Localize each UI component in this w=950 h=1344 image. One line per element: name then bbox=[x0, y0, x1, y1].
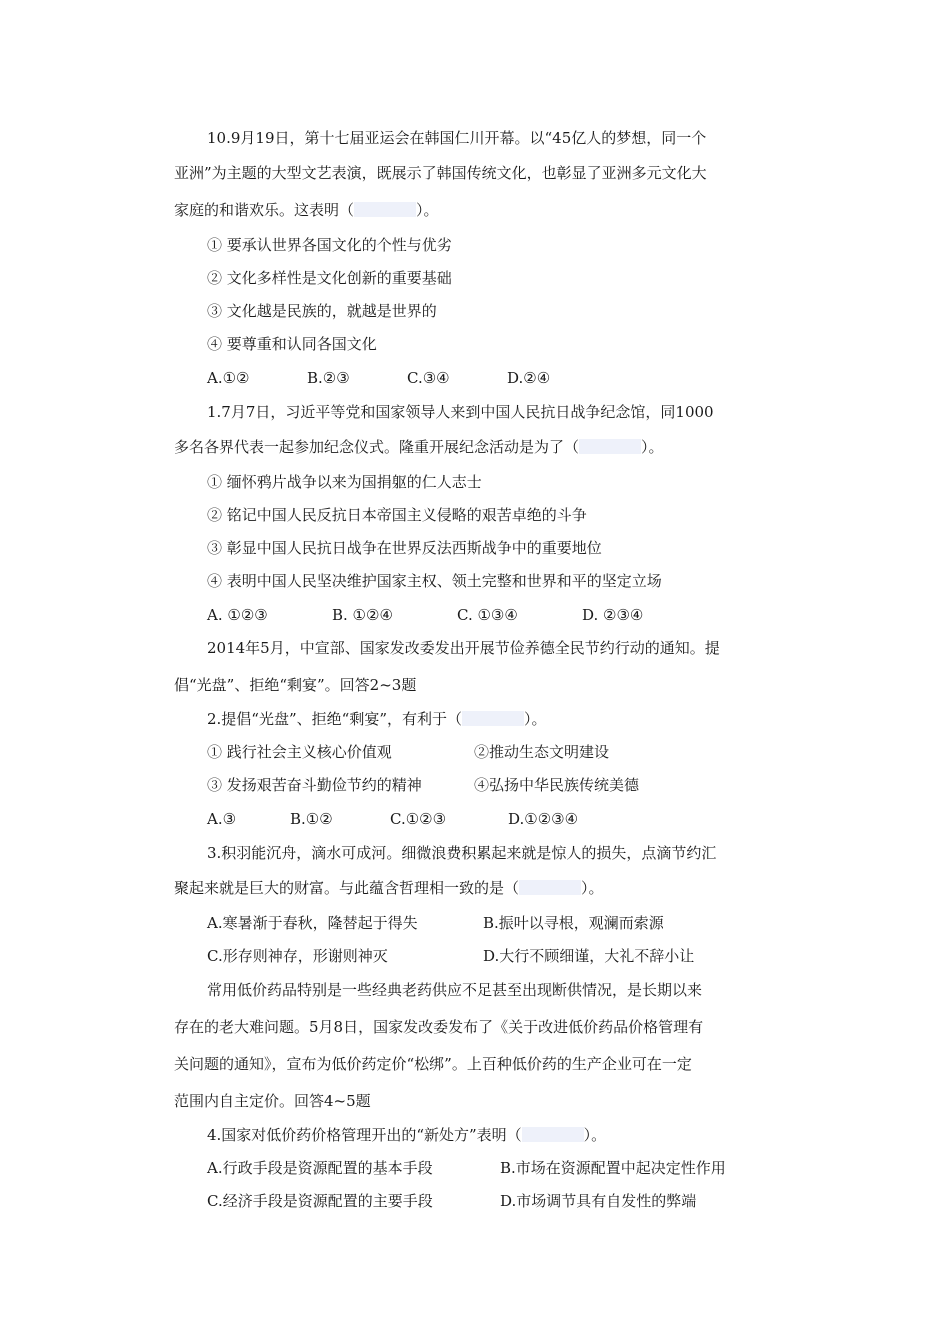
material-2-3-line-2: 倡“光盘”、拒绝“剩宴”。回答2~3题 bbox=[174, 676, 417, 694]
choice-a: A.③ bbox=[207, 810, 237, 828]
q10-statement-2: ② 文化多样性是文化创新的重要基础 bbox=[207, 269, 452, 287]
q4-choices-row-2 bbox=[207, 1191, 696, 1211]
q1-statement-4: ④ 表明中国人民坚决维护国家主权、领土完整和世界和平的坚定立场 bbox=[207, 572, 662, 590]
q10-statement-3: ③ 文化越是民族的，就越是世界的 bbox=[207, 302, 437, 320]
choice-b: B.市场在资源配置中起决定性作用 bbox=[500, 1159, 726, 1177]
answer-blank bbox=[462, 711, 524, 726]
q1-stem-line-2 bbox=[174, 437, 664, 457]
choice-d: D.②④ bbox=[507, 369, 551, 387]
choice-b: B.振叶以寻根，观澜而索源 bbox=[483, 914, 664, 932]
material-4-5-line-2: 存在的老大难问题。5月8日，国家发改委发布了《关于改进低价药品价格管理有 bbox=[174, 1018, 704, 1036]
choice-b: B.②③ bbox=[307, 369, 350, 387]
q10-stem-text: 家庭的和谐欢乐。这表明（ bbox=[174, 201, 355, 219]
choice-a: A.行政手段是资源配置的基本手段 bbox=[207, 1159, 433, 1177]
q4-stem-text: 4.国家对低价药价格管理开出的“新处方”表明（ bbox=[207, 1126, 522, 1144]
q2-statements-row-1 bbox=[207, 742, 609, 762]
q2-stem-text: 2.提倡“光盘”、拒绝“剩宴”，有利于（ bbox=[207, 710, 462, 728]
choice-b: B. ①②④ bbox=[332, 606, 393, 624]
q1-stem-text: 多名各界代表一起参加纪念仪式。隆重开展纪念活动是为了（ bbox=[174, 438, 580, 456]
q10-stem-end: ）。 bbox=[416, 201, 439, 219]
material-4-5-line-4: 范围内自主定价。回答4~5题 bbox=[174, 1092, 371, 1110]
q10-statement-4: ④ 要尊重和认同各国文化 bbox=[207, 335, 377, 353]
q4-choices-row-1 bbox=[207, 1158, 726, 1178]
answer-blank bbox=[579, 439, 641, 454]
q2-choices bbox=[207, 809, 578, 829]
q2-stem-end: ）。 bbox=[524, 710, 547, 728]
choice-a: A. ①②③ bbox=[207, 606, 268, 624]
q3-stem-line-1: 3.积羽能沉舟，滴水可成河。细微浪费积累起来就是惊人的损失，点滴节约汇 bbox=[207, 844, 717, 862]
choice-c: C.经济手段是资源配置的主要手段 bbox=[207, 1192, 433, 1210]
choice-c: C.③④ bbox=[407, 369, 450, 387]
q1-statement-3: ③ 彰显中国人民抗日战争在世界反法西斯战争中的重要地位 bbox=[207, 539, 602, 557]
q2-statement-1: ① 践行社会主义核心价值观 bbox=[207, 743, 392, 761]
choice-c: C.形存则神存，形谢则神灭 bbox=[207, 947, 388, 965]
q3-choices-row-1 bbox=[207, 913, 664, 933]
answer-blank bbox=[354, 202, 416, 217]
choice-d: D.①②③④ bbox=[508, 810, 579, 828]
material-2-3-line-1: 2014年5月，中宣部、国家发改委发出开展节俭养德全民节约行动的通知。提 bbox=[207, 639, 720, 657]
choice-c: C. ①③④ bbox=[457, 606, 518, 624]
q10-statement-1: ① 要承认世界各国文化的个性与优劣 bbox=[207, 236, 452, 254]
q1-statement-1: ① 缅怀鸦片战争以来为国捐躯的仁人志士 bbox=[207, 473, 482, 491]
q3-choices-row-2 bbox=[207, 946, 694, 966]
q4-stem-end: ）。 bbox=[583, 1126, 607, 1144]
q10-stem-line-1: 10.9月19日，第十七届亚运会在韩国仁川开幕。以“45亿人的梦想，同一个 bbox=[207, 129, 707, 147]
q2-statement-2: ②推动生态文明建设 bbox=[474, 743, 610, 761]
q1-stem-line-1: 1.7月7日，习近平等党和国家领导人来到中国人民抗日战争纪念馆，同1000 bbox=[207, 403, 714, 421]
q1-statement-2: ② 铭记中国人民反抗日本帝国主义侵略的艰苦卓绝的斗争 bbox=[207, 506, 587, 524]
q2-statement-4: ④弘扬中华民族传统美德 bbox=[474, 776, 640, 794]
q4-stem bbox=[207, 1125, 606, 1145]
q10-stem-line-3 bbox=[174, 200, 439, 220]
choice-c: C.①②③ bbox=[390, 810, 447, 828]
answer-blank bbox=[519, 880, 581, 895]
q10-choices bbox=[207, 368, 550, 388]
material-4-5-line-3: 关问题的通知》，宣布为低价药定价“松绑”。上百种低价药的生产企业可在一定 bbox=[174, 1055, 692, 1073]
choice-d: D.大行不顾细谨，大礼不辞小让 bbox=[483, 947, 695, 965]
q3-stem-text: 聚起来就是巨大的财富。与此蕴含哲理相一致的是（ bbox=[174, 879, 520, 897]
q3-stem-end: ）。 bbox=[581, 879, 604, 897]
q1-choices bbox=[207, 605, 643, 625]
q2-statement-3: ③ 发扬艰苦奋斗勤俭节约的精神 bbox=[207, 776, 422, 794]
q3-stem-line-2 bbox=[174, 878, 604, 898]
choice-d: D.市场调节具有自发性的弊端 bbox=[500, 1192, 697, 1210]
answer-blank bbox=[522, 1127, 584, 1142]
choice-a: A.寒暑渐于春秋，隆替起于得失 bbox=[207, 914, 418, 932]
q1-stem-end: ）。 bbox=[641, 438, 664, 456]
choice-b: B.①② bbox=[290, 810, 333, 828]
q2-statements-row-2 bbox=[207, 775, 639, 795]
q2-stem bbox=[207, 709, 547, 729]
choice-d: D. ②③④ bbox=[582, 606, 644, 624]
choice-a: A.①② bbox=[207, 369, 250, 387]
q10-stem-line-2: 亚洲”为主题的大型文艺表演，既展示了韩国传统文化，也彰显了亚洲多元文化大 bbox=[174, 164, 707, 182]
material-4-5-line-1: 常用低价药品特别是一些经典老药供应不足甚至出现断供情况，是长期以来 bbox=[207, 981, 703, 999]
